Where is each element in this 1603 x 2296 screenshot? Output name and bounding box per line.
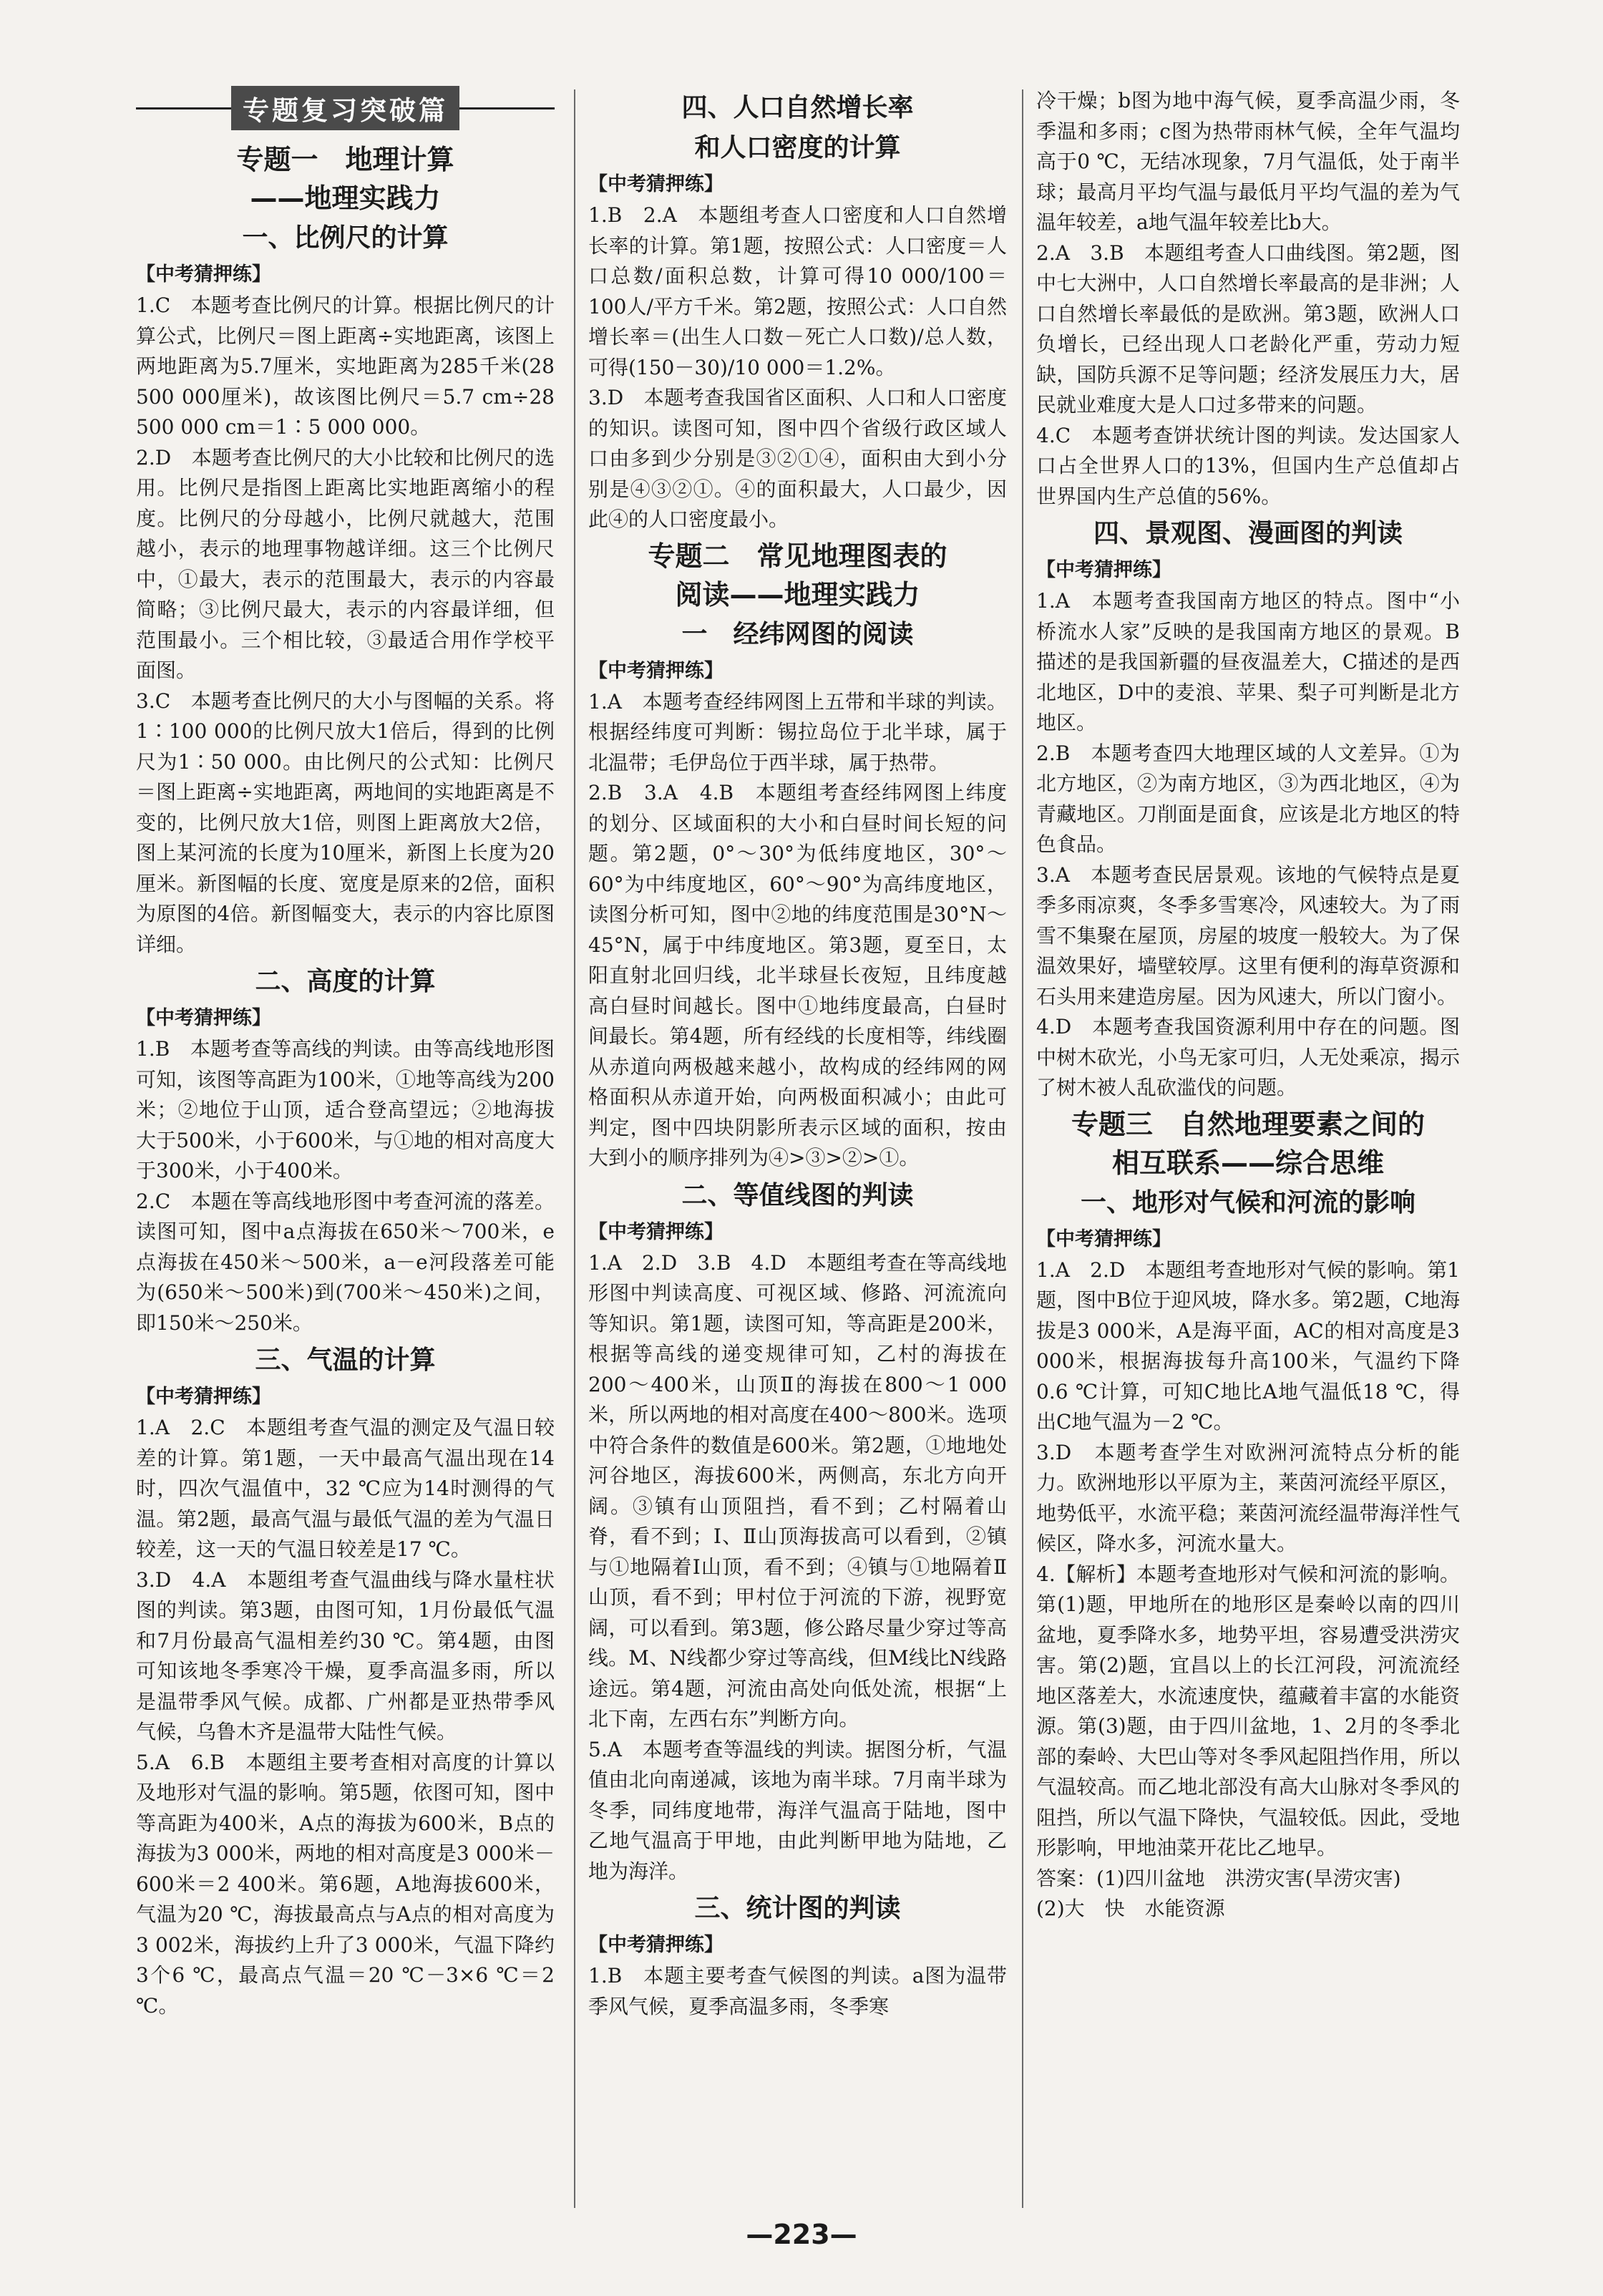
answer-paragraph: 1.A 2.D 本题组考查地形对气候的影响。第1题，图中B位于迎风坡，降水多。第2题，C地海拔是3 000米，A是海平面，AC的相对高度是3 000米，根据海拔每升高100米，气温约下降0.6 ℃计算，可知C地比A地气温低18 ℃，得出C地气温为－2 ℃。 [1036,1258,1460,1434]
column-3 [1036,86,1460,1925]
topic-3-title: 专题三 自然地理要素之间的 [1071,1108,1425,1140]
banner-label: 专题复习突破篇 [231,86,459,130]
answer-line: 答案：(1)四川盆地 洪涝灾害(旱涝灾害) [1036,1866,1401,1890]
answer-paragraph: 4.C 本题考查饼状统计图的判读。发达国家人口占全世界人口的13%，但国内生产总值却占世界国内生产总值的56%。 [1036,423,1460,508]
page-number: —223— [746,2219,857,2250]
practice-tag: 【中考猜押练】 [136,1386,271,1408]
section-title: 四、景观图、漫画图的判读 [1093,519,1403,548]
banner-rule-right [459,107,555,110]
answer-paragraph: 2.D 本题考查比例尺的大小比较和比例尺的选用。比例尺是指图上距离比实地距离缩小的程度。比例尺的分母越小，比例尺就越大，范围越小，表示的地理事物越详细。这三个比例尺中，①最大，表示的范围最大，表示的内容最简略；③比例尺最大，表示的内容最详细，但范围最小。三个相比较，③最适合用作学校平面图。 [136,445,555,682]
answer-paragraph: 4.D 本题考查我国资源利用中存在的问题。图中树木砍光，小鸟无家可归，人无处乘凉，揭示了树木被人乱砍滥伐的问题。 [1036,1015,1460,1099]
practice-tag: 【中考猜押练】 [588,659,723,682]
practice-tag: 【中考猜押练】 [588,173,723,195]
answer-paragraph: 2.A 3.B 本题组考查人口曲线图。第2题，图中七大洲中，人口自然增长率最高的是非洲；人口自然增长率最低的是欧洲。第3题，欧洲人口负增长，已经出现人口老龄化严重，劳动力短缺，国防兵源不足等问题；经济发展压力大，居民就业难度大是人口过多带来的问题。 [1036,240,1460,417]
answer-line: (2)大 快 水能资源 [1036,1897,1225,1920]
banner-rule-left [136,107,231,110]
topic-1-subtitle: ——地理实践力 [250,183,441,214]
answer-paragraph: 1.A 2.C 本题组考查气温的测定及气温日较差的计算。第1题，一天中最高气温出现在14时，四次气温值中，32 ℃应为14时测得的气温。第2题，最高气温与最低气温的差为气温日较差，这一天的气温日较差是17 ℃。 [136,1416,555,1561]
section-title: 三、气温的计算 [255,1346,436,1375]
topic-3-subtitle: 相互联系——综合思维 [1111,1147,1384,1179]
section-title: 一、地形对气候和河流的影响 [1080,1187,1416,1217]
column-divider-left [574,89,575,2208]
topic-2-title: 专题二 常见地理图表的 [648,540,947,572]
section-banner [136,86,555,130]
answer-paragraph: 3.D 4.A 本题组考查气温曲线与降水量柱状图的判读。第3题，由图可知，1月份最低气温和7月份最高气温相差约30 ℃。第4题，由图可知该地冬季寒冷干燥，夏季高温多雨，所以是温带季风气候。成都、广州都是亚热带季风气候，乌鲁木齐是温带大陆性气候。 [136,1567,555,1743]
column-1 [136,86,555,2021]
answer-paragraph: 3.D 本题考查学生对欧洲河流特点分析的能力。欧洲地形以平原为主，莱茵河流经平原区，地势低平，水流平稳；莱茵河流经温带海洋性气候区，降水多，河流水量大。 [1036,1440,1460,1555]
answer-paragraph: 2.C 本题在等高线地形图中考查河流的落差。读图可知，图中a点海拔在650米～700米，e点海拔在450米～500米，a－e河段落差可能为(650米～500米)到(700米～450米)之间，即150米～250米。 [136,1189,555,1335]
practice-tag: 【中考猜押练】 [588,1220,723,1243]
answer-paragraph: 3.D 本题考查我国省区面积、人口和人口密度的知识。读图可知，图中四个省级行政区域人口由多到少分别是③②①④，面积由大到小分别是④③②①。④的面积最大，人口最少，因此④的人口密度最小。 [588,386,1007,531]
practice-tag: 【中考猜押练】 [136,263,271,286]
answer-paragraph: 1.B 本题考查等高线的判读。由等高线地形图可知，该图等高距为100米，①地等高线为200米；②地位于山顶，适合登高望远；②地海拔大于500米，小于600米，与①地的相对高度大于300米，小于400米。 [136,1037,555,1182]
answer-paragraph: 3.C 本题考查比例尺的大小与图幅的关系。将1∶100 000的比例尺放大1倍后，得到的比例尺为1∶50 000。由比例尺的公式知：比例尺＝图上距离÷实地距离，两地间的实地距离是不变的，比例尺放大1倍，则图上距离放大2倍，图上某河流的长度为10厘米，新图上长度为20厘米。新图幅的长度、宽度是原来的2倍，面积为原图的4倍。新图幅变大，表示的内容比原图详细。 [136,689,555,956]
answer-paragraph: 1.A 本题考查经纬网图上五带和半球的判读。根据经纬度可判断：锡拉岛位于北半球，属于北温带；毛伊岛位于西半球，属于热带。 [588,689,1007,774]
practice-tag: 【中考猜押练】 [588,1934,723,1956]
section-title: 二、等值线图的判读 [681,1180,914,1210]
answer-paragraph: 4.【解析】本题考查地形对气候和河流的影响。第(1)题，甲地所在的地形区是秦岭以南的四川盆地，夏季降水多，地势平坦，容易遭受洪涝灾害。第(2)题，宜昌以上的长江河段，河流流经地区落差大，水流速度快，蕴藏着丰富的水能资源。第(3)题，由于四川盆地，1、2月的冬季北部的秦岭、大巴山等对冬季风起阻挡作用，所以气温较高。而乙地北部没有高大山脉对冬季风的阻挡，所以气温下降快，气温较低。因此，受地形影响，甲地油菜开花比乙地早。 [1036,1562,1460,1859]
column-divider-right [1022,89,1023,2208]
topic-1-title: 专题一 地理计算 [236,144,454,175]
section-title: 三、统计图的判读 [694,1894,901,1923]
column-2 [588,86,1007,2022]
practice-tag: 【中考猜押练】 [136,1007,271,1029]
answer-paragraph: 5.A 本题考查等温线的判读。据图分析，气温值由北向南递减，该地为南半球。7月南半球为冬季，同纬度地带，海洋气温高于陆地，图中乙地气温高于甲地，由此判断甲地为陆地，乙地为海洋。 [588,1737,1007,1883]
section-title: 四、人口自然增长率 [681,93,914,122]
answer-paragraph: 3.A 本题考查民居景观。该地的气候特点是夏季多雨凉爽，冬季多雪寒冷，风速较大。为了雨雪不集聚在屋顶，房屋的坡度一般较大。为了保温效果好，墙壁较厚。这里有便利的海草资源和石头用来建造房屋。因为风速大，所以门窗小。 [1036,862,1460,1008]
answer-paragraph: 1.C 本题考查比例尺的计算。根据比例尺的计算公式，比例尺＝图上距离÷实地距离，该图上两地距离为5.7厘米，实地距离为285千米(28 500 000厘米)，故该图比例尺＝5.7 cm÷28 500 000 cm＝1∶5 000 000。 [136,293,555,439]
answer-paragraph: 1.B 2.A 本题组考查人口密度和人口自然增长率的计算。第1题，按照公式：人口密度＝人口总数/面积总数，计算可得10 000/100＝100人/平方千米。第2题，按照公式：人口自然增长率＝(出生人口数－死亡人口数)/总人数，可得(150－30)/10 000＝1.2%。 [588,203,1007,379]
answer-paragraph: 1.A 本题考查我国南方地区的特点。图中“小桥流水人家”反映的是我国南方地区的景观。B描述的是我国新疆的昼夜温差大，C描述的是西北地区，D中的麦浪、苹果、梨子可判断是北方地区。 [1036,589,1460,734]
answer-paragraph: 1.B 本题主要考查气候图的判读。a图为温带季风气候，夏季高温多雨，冬季寒 [588,1964,1007,2018]
answer-paragraph: 5.A 6.B 本题组主要考查相对高度的计算以及地形对气温的影响。第5题，依图可知，图中等高距为400米，A点的海拔为600米，B点的海拔为3 000米，两地的相对高度是3 000米－600米＝2 400米。第6题，A地海拔600米，气温为20 ℃，海拔最高点与A点的相对高度为3 002米，海拔约上升了3 000米，气温下降约3个6 ℃，最高点气温＝20 ℃－3×6 ℃＝2 ℃。 [136,1750,555,2018]
answer-paragraph: 2.B 本题考查四大地理区域的人文差异。①为北方地区，②为南方地区，③为西北地区，④为青藏地区。刀削面是面食，应该是北方地区的特色食品。 [1036,741,1460,856]
answer-paragraph: 冷干燥；b图为地中海气候，夏季高温少雨，冬季温和多雨；c图为热带雨林气候，全年气温均高于0 ℃，无结冰现象，7月气温低，处于南半球；最高月平均气温与最低月平均气温的差为气温年较差，a地气温年较差比b大。 [1036,89,1460,234]
answer-paragraph: 1.A 2.D 3.B 4.D 本题组考查在等高线地形图中判读高度、可视区域、修路、河流流向等知识。第1题，读图可知，等高距是200米，根据等高线的递变规律可知，乙村的海拔在200～400米，山顶Ⅱ的海拔在800～1 000米，所以两地的相对高度在400～800米。选项中符合条件的数值是600米。第2题，①地地处河谷地区，海拔600米，两侧高，东北方向开阔。③镇有山顶阻挡，看不到；乙村隔着山脊，看不到；Ⅰ、Ⅱ山顶海拔高可以看到，②镇与①地隔着Ⅰ山顶，看不到；④镇与①地隔着Ⅱ山顶，看不到；甲村位于河流的下游，视野宽阔，可以看到。第3题，修公路尽量少穿过等高线。M、N线都少穿过等高线，但M线比N线路途远。第4题，河流由高处向低处流，根据“上北下南，左西右东”判断方向。 [588,1250,1007,1731]
section-title: 一 经纬网图的阅读 [681,619,914,649]
topic-2-subtitle: 阅读——地理实践力 [675,578,920,611]
practice-tag: 【中考猜押练】 [1036,1227,1171,1250]
answer-paragraph: 2.B 3.A 4.B 本题组考查经纬网图上纬度的划分、区域面积的大小和白昼时间长短的问题。第2题，0°～30°为低纬度地区，30°～60°为中纬度地区，60°～90°为高纬度地区，读图分析可知，图中②地的纬度范围是30°N～45°N，属于中纬度地区。第3题，夏至日，太阳直射北回归线，北半球昼长夜短，且纬度越高白昼时间越长。图中①地纬度最高，白昼时间最长。第4题，所有经线的长度相等，纬线圈从赤道向两极越来越小，故构成的经纬网的网格面积从赤道开始，向两极面积减小；由此可判定，图中四块阴影所表示区域的面积，按由大到小的顺序排列为④>③>②>①。 [588,781,1007,1169]
section-title: 二、高度的计算 [255,967,436,996]
section-title: 一、比例尺的计算 [242,223,449,253]
practice-tag: 【中考猜押练】 [1036,559,1171,581]
section-title-continued: 和人口密度的计算 [694,133,901,162]
